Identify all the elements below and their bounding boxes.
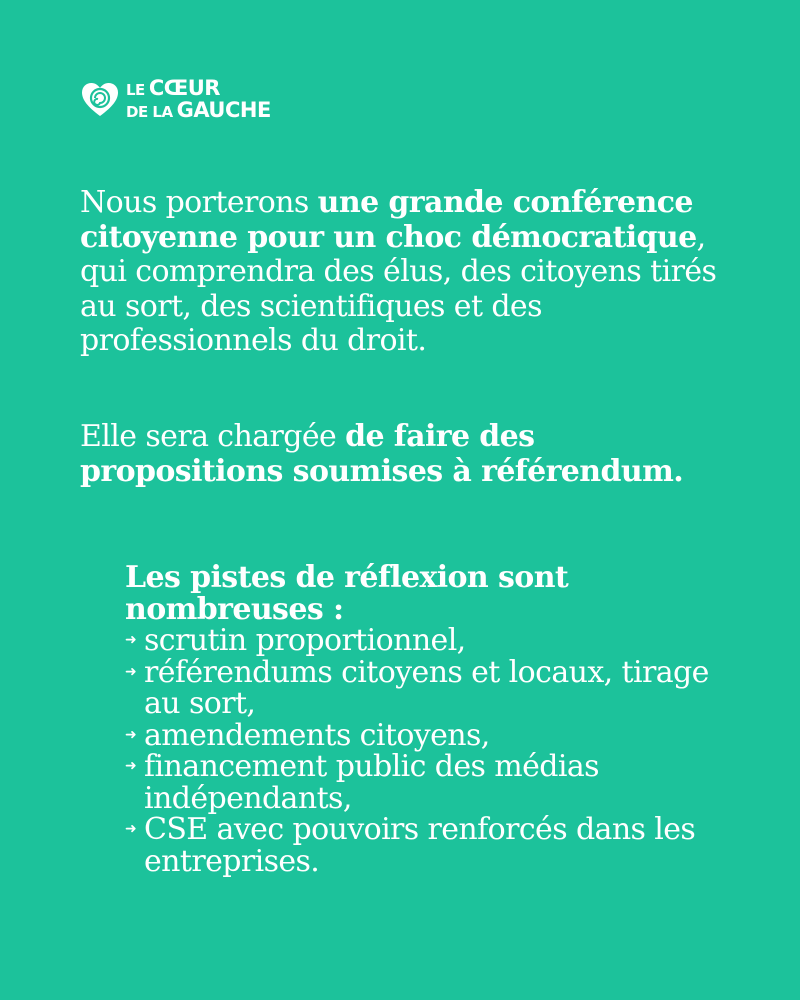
list-item [125, 814, 745, 877]
heart-rose-icon [80, 81, 120, 119]
list-item-text: amendements citoyens, [144, 717, 490, 753]
list-item-text: financement public des médias indépendants, [144, 749, 599, 816]
logo-gauche: GAUCHE [176, 98, 271, 122]
list-item [125, 625, 745, 657]
logo-le: LE [126, 81, 145, 99]
arrow-right-icon: ➜ [125, 758, 137, 774]
p1-text-2: , qui comprendra des élus, des citoyens tirés au sort, des scientifiques et des professionnels du droit. [80, 219, 717, 358]
p2-text-1: Elle sera chargée [80, 419, 346, 454]
list-item [125, 751, 745, 814]
list-item [125, 717, 745, 753]
brand-logo [80, 78, 271, 122]
arrow-right-icon: ➜ [125, 821, 137, 837]
p1-text-1: Nous porterons [80, 185, 318, 220]
intro-paragraph [80, 186, 740, 359]
brand-wordmark [126, 78, 271, 122]
p2-bold-1: de faire des propositions soumises à référendum. [80, 419, 684, 489]
list-item-text: scrutin proportionnel, [144, 623, 466, 658]
list-heading: Les pistes de réflexion sont nombreuses : [125, 560, 569, 627]
logo-coeur: CŒUR [148, 76, 220, 100]
p1-bold-1: une grande conférence citoyenne pour un choc démocratique [80, 185, 697, 255]
list-item-text: référendums citoyens et locaux, tirage au sort, [144, 654, 709, 721]
mission-paragraph [80, 420, 740, 489]
arrow-right-icon: ➜ [125, 663, 137, 680]
list-item [125, 654, 745, 721]
arrow-right-icon: ➜ [125, 632, 137, 648]
reflection-list-block [125, 562, 745, 877]
list-item-text: CSE avec pouvoirs renforcés dans les entreprises. [144, 812, 696, 879]
logo-de-la: DE LA [126, 103, 173, 121]
arrow-right-icon: ➜ [125, 726, 137, 743]
reflection-list [125, 625, 745, 877]
